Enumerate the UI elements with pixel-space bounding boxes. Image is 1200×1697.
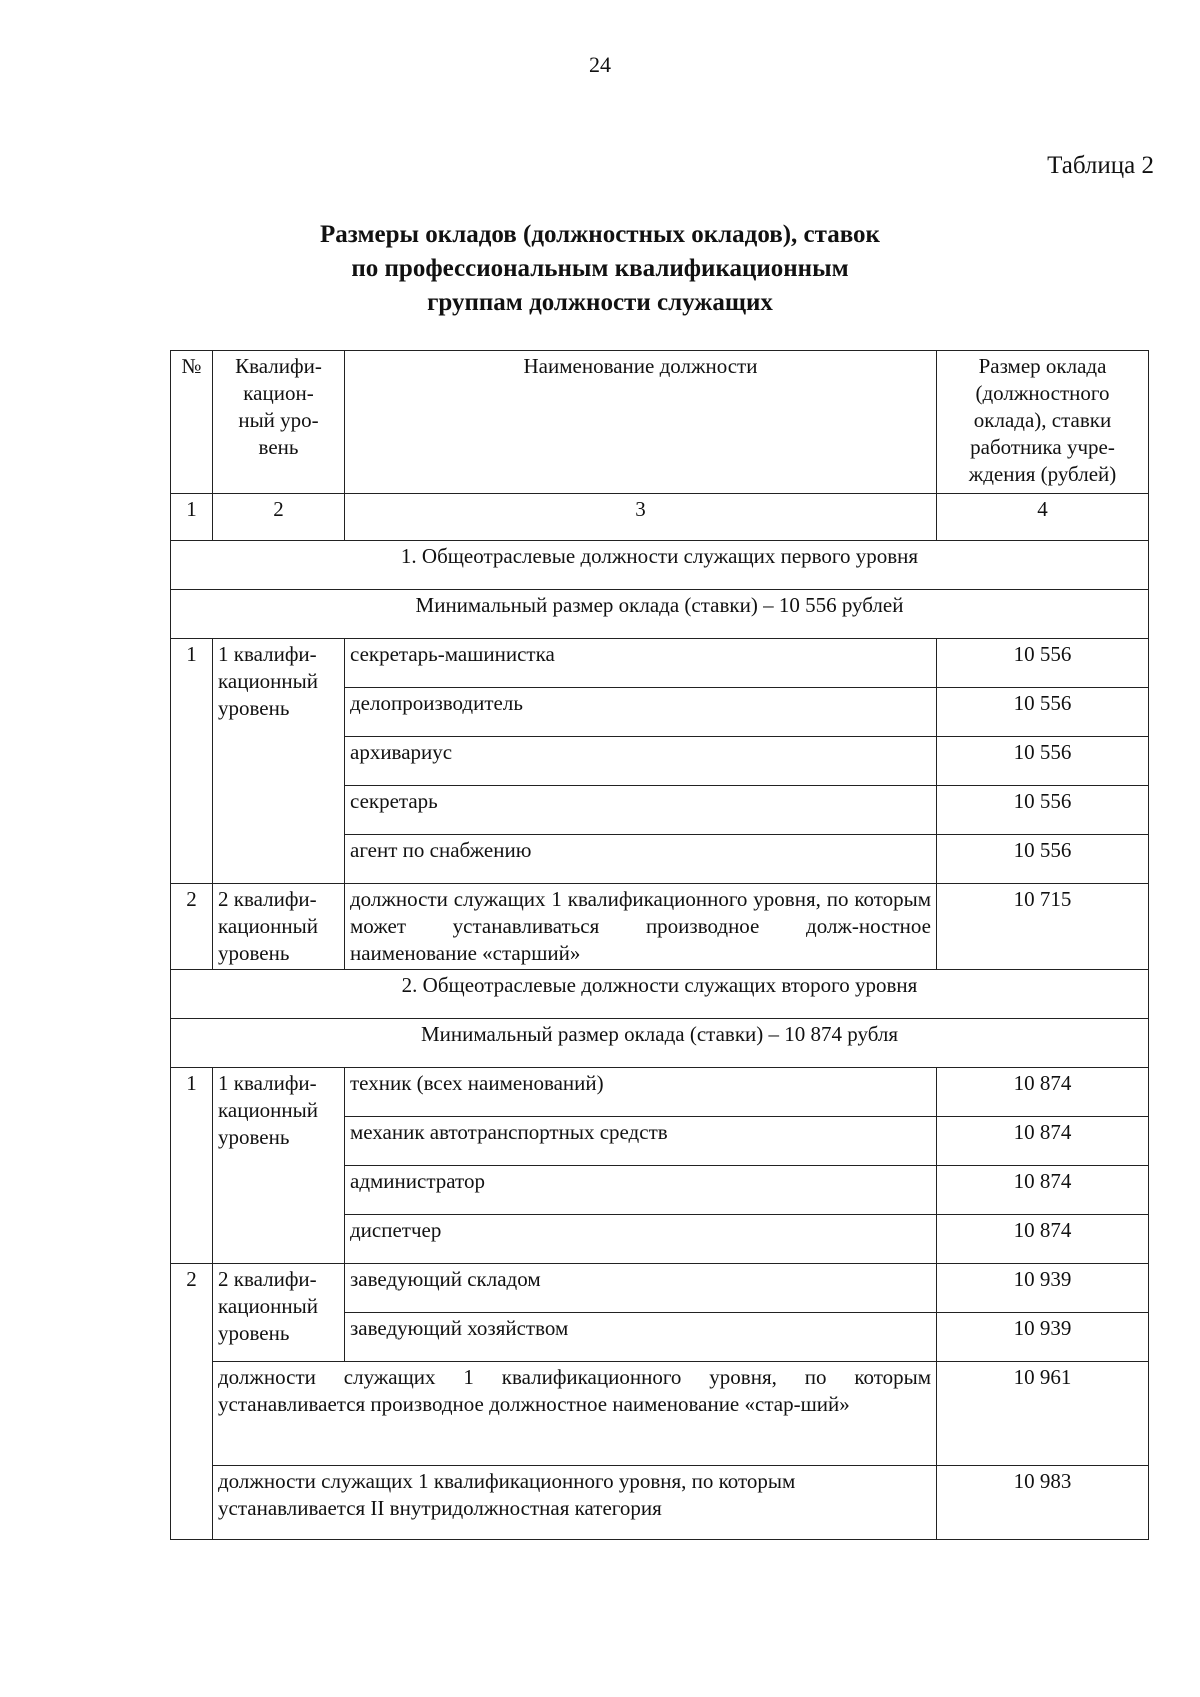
section-title-row: [171, 541, 1149, 590]
salary-value: 10 556: [937, 639, 1149, 688]
column-number: 1: [171, 494, 213, 541]
header-salary: Размер оклада (должностного оклада), ставки работника учре- ждения (рублей): [937, 351, 1149, 494]
header-position-name: Наименование должности: [345, 351, 937, 494]
salary-value: 10 556: [937, 737, 1149, 786]
section-title: 2. Общеотраслевые должности служащих второго уровня: [171, 970, 1149, 1019]
table-header-row: [171, 351, 1149, 494]
position-name: заведующий складом: [345, 1264, 937, 1313]
position-name: должности служащих 1 квалификационного уровня, по которым устанавливается производное должностное наименование «стар-ший»: [213, 1362, 937, 1466]
minimum-salary-row: [171, 590, 1149, 639]
qualification-level: 1 квалифи- кационный уровень: [213, 639, 345, 884]
qualification-level: 1 квалифи- кационный уровень: [213, 1068, 345, 1264]
position-name: должности служащих 1 квалификационного уровня, по которым может устанавливаться производное долж-ностное наименование «старший»: [345, 884, 937, 970]
salary-table: [170, 350, 1149, 1540]
table-row: [171, 884, 1149, 970]
level-number: 2: [171, 884, 213, 970]
section-title: 1. Общеотраслевые должности служащих первого уровня: [171, 541, 1149, 590]
position-name: механик автотранспортных средств: [345, 1117, 937, 1166]
salary-value: 10 939: [937, 1313, 1149, 1362]
position-name: секретарь: [345, 786, 937, 835]
section-title-row: [171, 970, 1149, 1019]
salary-value: 10 556: [937, 786, 1149, 835]
table-row: [171, 1466, 1149, 1540]
header-number: №: [171, 351, 213, 494]
minimum-salary-row: [171, 1019, 1149, 1068]
position-name: секретарь-машинистка: [345, 639, 937, 688]
salary-value: 10 556: [937, 835, 1149, 884]
salary-value: 10 874: [937, 1215, 1149, 1264]
column-number-row: [171, 494, 1149, 541]
title-line: по профессиональным квалификационным: [351, 255, 849, 282]
salary-value: 10 715: [937, 884, 1149, 970]
level-number: 2: [171, 1264, 213, 1540]
page-number: 24: [589, 52, 611, 77]
table-caption: Таблица 2: [1047, 152, 1154, 179]
salary-value: 10 874: [937, 1166, 1149, 1215]
level-number: 1: [171, 1068, 213, 1264]
minimum-salary: Минимальный размер оклада (ставки) – 10 874 рубля: [171, 1019, 1149, 1068]
position-name: администратор: [345, 1166, 937, 1215]
salary-value: 10 983: [937, 1466, 1149, 1540]
title-line: группам должности служащих: [427, 289, 773, 316]
table-row: [171, 1068, 1149, 1117]
salary-value: 10 961: [937, 1362, 1149, 1466]
table-row: [171, 1264, 1149, 1313]
position-name: делопроизводитель: [345, 688, 937, 737]
position-name: диспетчер: [345, 1215, 937, 1264]
minimum-salary: Минимальный размер оклада (ставки) – 10 556 рублей: [171, 590, 1149, 639]
position-name: должности служащих 1 квалификационного уровня, по которым устанавливается II внутридолжностная категория: [213, 1466, 937, 1540]
column-number: 3: [345, 494, 937, 541]
table-row: [171, 1362, 1149, 1466]
salary-value: 10 939: [937, 1264, 1149, 1313]
salary-value: 10 556: [937, 688, 1149, 737]
qualification-level: 2 квалифи- кационный уровень: [213, 1264, 345, 1362]
salary-value: 10 874: [937, 1117, 1149, 1166]
qualification-level: 2 квалифи- кационный уровень: [213, 884, 345, 970]
position-name: заведующий хозяйством: [345, 1313, 937, 1362]
position-name: техник (всех наименований): [345, 1068, 937, 1117]
salary-value: 10 874: [937, 1068, 1149, 1117]
column-number: 2: [213, 494, 345, 541]
position-name: архивариус: [345, 737, 937, 786]
document-title: [0, 218, 1200, 320]
level-number: 1: [171, 639, 213, 884]
header-qualification-level: Квалифи- кацион- ный уро- вень: [213, 351, 345, 494]
column-number: 4: [937, 494, 1149, 541]
position-name: агент по снабжению: [345, 835, 937, 884]
table-row: [171, 639, 1149, 688]
title-line: Размеры окладов (должностных окладов), ставок: [320, 221, 880, 248]
